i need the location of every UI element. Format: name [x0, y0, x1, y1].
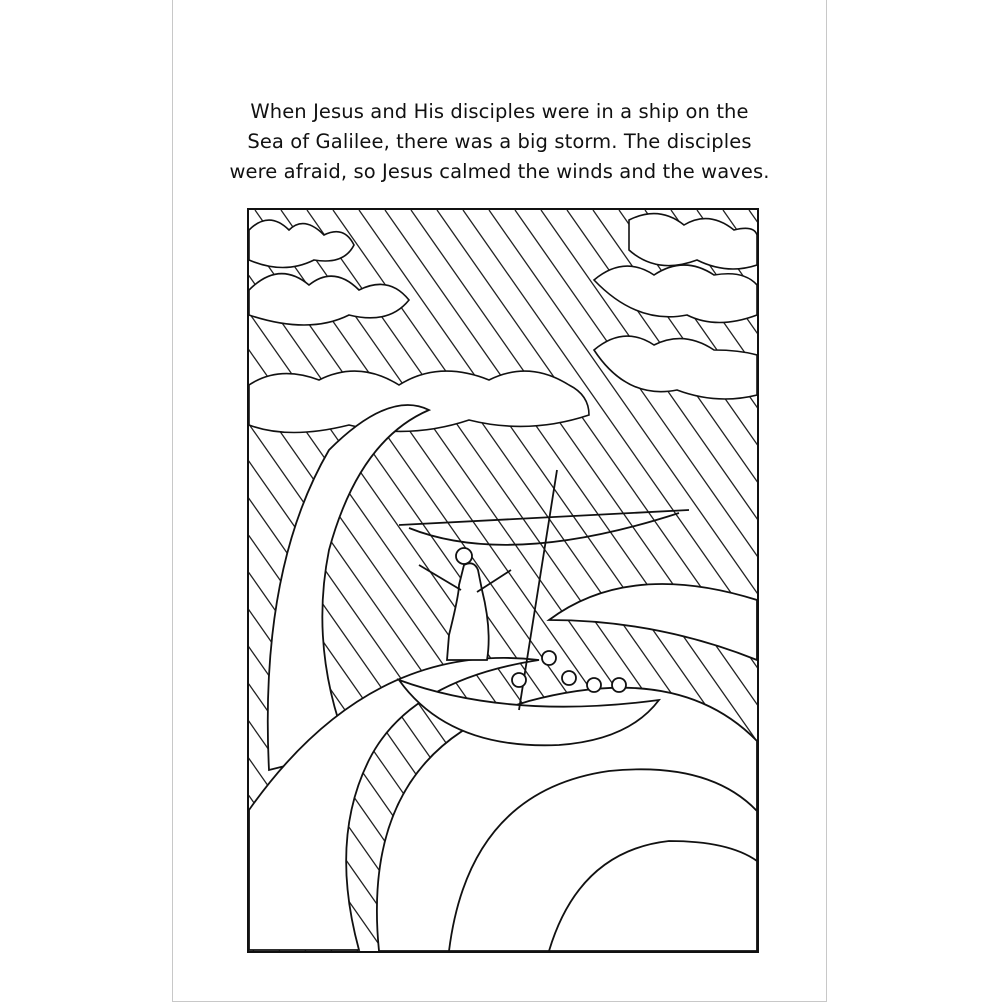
illustration-frame	[247, 208, 759, 953]
caption-line: When Jesus and His disciples were in a ship on the	[250, 100, 749, 123]
waves	[249, 405, 757, 951]
page-caption	[172, 97, 827, 187]
caption-line: Sea of Galilee, there was a big storm. The disciples	[247, 130, 752, 153]
caption-line: were afraid, so Jesus calmed the winds and the waves.	[229, 160, 770, 183]
storm-illustration	[249, 210, 757, 951]
clouds	[249, 214, 757, 433]
